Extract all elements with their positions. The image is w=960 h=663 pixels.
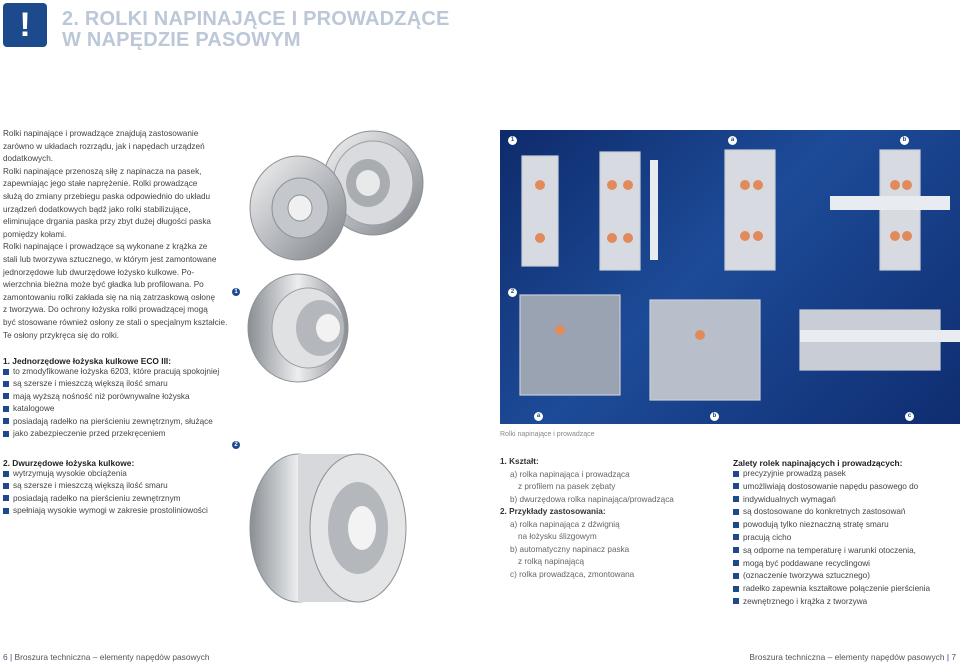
- bullet-list: [3, 468, 235, 518]
- pulley-illustrations: [238, 128, 470, 648]
- advantages-list: [733, 468, 958, 609]
- footer-left: [3, 652, 210, 662]
- types-line: 2. Przykłady zastosowania:: [500, 507, 606, 516]
- bullet-list: [3, 366, 235, 440]
- list-item: mają wyższą nośność niż porównywalne łożyska: [3, 391, 235, 403]
- intro-line: zarówno w układach rozrządu, jak i napędach urządzeń: [3, 141, 205, 151]
- types-line: c) rolka prowadząca, zmontowana: [510, 569, 635, 579]
- marker-2: 2: [232, 441, 240, 449]
- advantages-section: [733, 458, 958, 609]
- intro-line: Rolki napinające przenoszą siłę z napinacza na pasek,: [3, 166, 202, 176]
- toothed-pulley-image: [250, 131, 423, 260]
- list-item: wytrzymują wysokie obciążenia: [3, 468, 235, 480]
- list-item: mogą być poddawane recyclingowi: [733, 558, 958, 571]
- section-eco-iii: [3, 356, 235, 440]
- list-item-continued: indywidualnych wymagań: [733, 494, 958, 507]
- page-number-right: 7: [951, 652, 956, 662]
- intro-line: być stosowane również osłony ze stali o specjalnym kształcie.: [3, 317, 228, 327]
- footer-separator: |: [946, 652, 949, 662]
- intro-line: służą do zmiany przebiegu paska odpowiednio do układu: [3, 191, 211, 201]
- list-item: są dostosowane do konkretnych zastosowań: [733, 506, 958, 519]
- advantages-heading: Zalety rolek napinających i prowadzących:: [733, 458, 903, 468]
- double-row-pulley-image: [250, 454, 406, 602]
- types-line: 1. Kształt:: [500, 457, 539, 466]
- panel-marker-2a: a: [534, 412, 543, 421]
- title-line-1: 2. ROLKI NAPINAJĄCE I PROWADZĄCE: [62, 8, 450, 30]
- footer-separator: |: [10, 652, 13, 662]
- intro-line: urządzeń dodatkowych bądź jako rolki stabilizujące,: [3, 204, 191, 214]
- types-heading-1: [500, 456, 720, 469]
- list-item: są odporne na temperaturę i warunki otoczenia,: [733, 545, 958, 558]
- warning-badge-icon: !: [3, 3, 47, 47]
- panel-marker-a: a: [728, 136, 737, 145]
- types-line: na łożysku ślizgowym: [518, 532, 597, 541]
- list-item: to zmodyfikowane łożyska 6203, które pracują spokojniej: [3, 366, 235, 378]
- intro-line: jednorzędowe lub dwurzędowe łożysko kulkowe. Po-: [3, 267, 195, 277]
- footer-text-left: Broszura techniczna – elementy napędów pasowych: [14, 652, 210, 662]
- list-item: spełniają wysokie wymogi w zakresie prostoliniowości: [3, 505, 235, 517]
- types-line: z rolką napinającą: [518, 557, 584, 566]
- list-item-continued: jako zabezpieczenie przed przekręceniem: [3, 428, 235, 440]
- single-row-pulley-image: [248, 274, 348, 382]
- types-list: [500, 456, 720, 581]
- intro-line: dodatkowych.: [3, 154, 54, 164]
- footer-right: [749, 652, 956, 662]
- intro-line: stali lub tworzywa sztucznego, w którym jest zamontowane: [3, 254, 217, 264]
- intro-line: wierzchnia bieżna może być gładka lub profilowana. Po: [3, 280, 204, 290]
- intro-line: zamontowaniu rolki zakłada się na nią zatrzaskową osłonę: [3, 292, 216, 302]
- technical-illustration-panel: [500, 130, 960, 424]
- list-item: precyzyjnie prowadzą pasek: [733, 468, 958, 481]
- intro-line: Rolki napinające i prowadzące znajdują zastosowanie: [3, 129, 199, 138]
- types-line: a) rolka napinająca i prowadząca: [510, 469, 630, 479]
- intro-line: Rolki napinające i prowadzące są wykonane z krążka ze: [3, 242, 208, 252]
- title-line-2: W NAPĘDZIE PASOWYM: [62, 29, 301, 51]
- list-item-continued: (oznaczenie tworzywa sztucznego): [733, 570, 958, 583]
- panel-marker-2c: c: [905, 412, 914, 421]
- types-line: b) automatyczny napinacz paska: [510, 544, 630, 554]
- intro-line: Te osłony przykręca się do rolki.: [3, 330, 120, 340]
- list-item: powodują tylko nieznaczną stratę smaru: [733, 519, 958, 532]
- bearing-cutaway-diagrams: [500, 130, 960, 424]
- section-double-row: [3, 458, 235, 518]
- types-line: a) rolka napinająca z dźwignią: [510, 519, 620, 529]
- list-item: umożliwiają dostosowanie napędu pasowego do: [733, 481, 958, 494]
- list-item: są szersze i mieszczą większą ilość smaru: [3, 378, 235, 390]
- marker-1: 1: [232, 288, 240, 296]
- list-item: radełko zapewnia kształtowe połączenie pierścienia: [733, 583, 958, 596]
- list-item-continued: zewnętrznego i krążka z tworzywa: [733, 596, 958, 609]
- footer-text-right: Broszura techniczna – elementy napędów pasowych: [749, 652, 945, 662]
- intro-line: z tworzywa. Do ochrony łożyska rolki prowadzącej mogą: [3, 305, 208, 315]
- types-line: b) dwurzędowa rolka napinająca/prowadząca: [510, 494, 674, 504]
- list-item: są szersze i mieszczą większą ilość smaru: [3, 480, 235, 492]
- section-heading: 1. Jednorzędowe łożyska kulkowe ECO III:: [3, 356, 172, 366]
- types-heading-2: [500, 506, 720, 519]
- panel-marker-1: 1: [508, 136, 517, 145]
- figure-caption: Rolki napinające i prowadzące: [500, 431, 595, 438]
- panel-marker-2b: b: [710, 412, 719, 421]
- section-heading: 2. Dwurzędowe łożyska kulkowe:: [3, 458, 135, 468]
- list-item: pracują cicho: [733, 532, 958, 545]
- page-number-left: 6: [3, 652, 8, 662]
- list-item: posiadają radełko na pierścieniu zewnętrznym: [3, 493, 235, 505]
- intro-text: [3, 128, 228, 342]
- page-title: [62, 9, 450, 51]
- panel-marker-b: b: [900, 136, 909, 145]
- intro-line: pomiędzy kołami.: [3, 229, 67, 239]
- list-item-continued: katalogowe: [3, 403, 235, 415]
- types-line: z profilem na pasek zębaty: [518, 482, 616, 491]
- intro-line: zapewniając jego stałe naprężenie. Rolki prowadzące: [3, 179, 198, 189]
- panel-marker-2: 2: [508, 288, 517, 297]
- list-item: posiadają radełko na pierścieniu zewnętrznym, służące: [3, 416, 235, 428]
- intro-line: eliminujące drgania paska przy zbyt dużej długości paska: [3, 217, 211, 227]
